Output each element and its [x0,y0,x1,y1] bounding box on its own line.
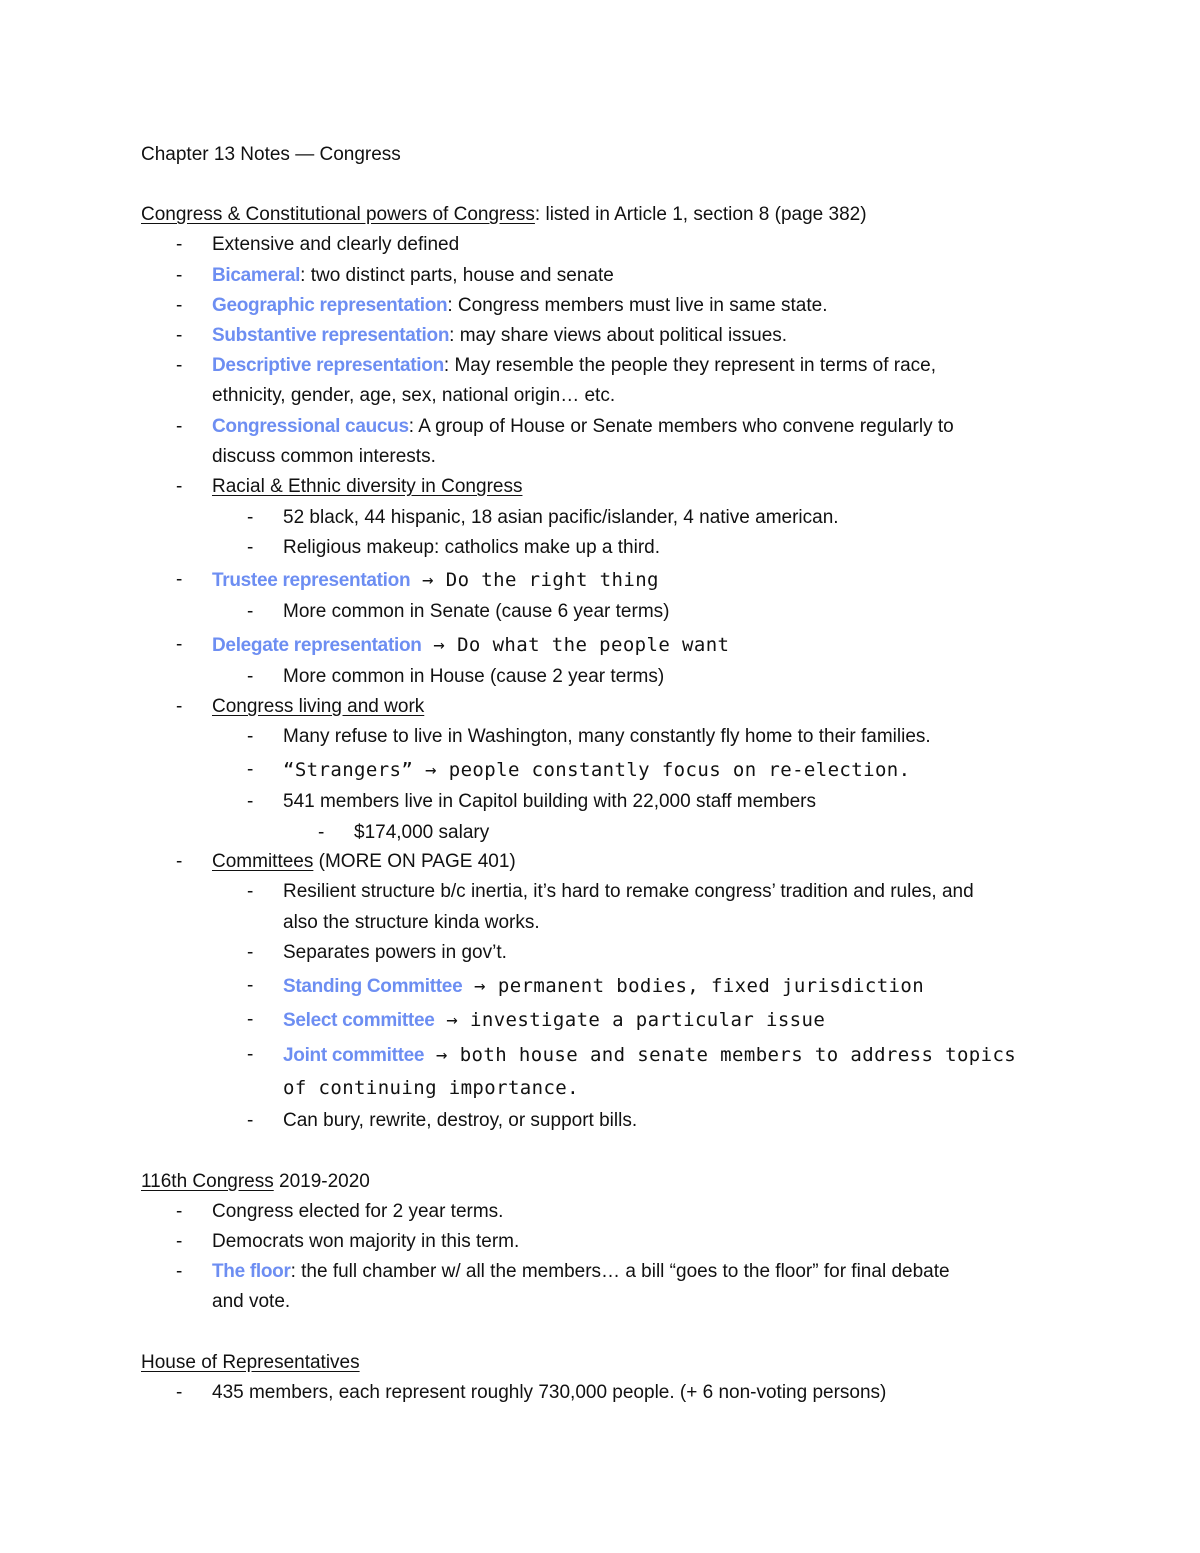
note-delegate [212,631,729,660]
bullet-dash: - [176,355,183,376]
definition-text: → investigate a particular issue [434,1009,826,1031]
section-heading-congress-powers [141,201,867,229]
note-caucus-cont: discuss common interests. [212,446,436,467]
note-bicameral [212,262,614,290]
note-house-1: 435 members, each represent roughly 730,000 people. (+ 6 non-voting persons) [212,1382,887,1403]
term-descriptive: Descriptive representation [212,355,444,376]
bullet-dash: - [176,696,183,717]
bullet-dash: - [247,942,254,963]
heading-text: Committees [212,851,314,872]
bullet-dash: - [176,265,183,286]
note-floor [212,1258,950,1286]
bullet-dash: - [247,791,254,812]
heading-rest: 2019-2020 [273,1171,370,1192]
note-select [283,1006,825,1035]
bullet-dash: - [176,416,183,437]
note-living-heading: Congress living and work [212,696,425,717]
bullet-dash: - [247,601,254,622]
bullet-dash: - [176,234,183,255]
term-geographic: Geographic representation [212,295,448,316]
definition-text: : A group of House or Senate members who convene regularly to [408,416,954,437]
heading-text: 116th Congress [141,1171,274,1192]
note-committees-1-cont: also the structure kinda works. [283,912,540,933]
definition-text: → Do the right thing [410,569,659,591]
bullet-dash: - [247,759,254,780]
term-joint: Joint committee [283,1045,425,1066]
bullet-dash: - [176,1382,183,1403]
note-joint-cont: of continuing importance. [283,1077,579,1099]
note-joint [283,1041,1016,1070]
definition-text: → Do what the people want [421,634,730,656]
bullet-dash: - [247,1110,254,1131]
note-delegate-sub: More common in House (cause 2 year terms) [283,666,665,687]
note-living-2: “Strangers” → people constantly focus on re-election. [283,759,911,781]
note-committees-2: Separates powers in gov’t. [283,942,507,963]
term-substantive: Substantive representation [212,325,450,346]
term-standing: Standing Committee [283,976,463,997]
bullet-dash: - [176,634,183,655]
note-116-1: Congress elected for 2 year terms. [212,1201,504,1222]
bullet-dash: - [247,537,254,558]
note-caucus [212,413,954,441]
note-salary: $174,000 salary [354,822,490,843]
bullet-dash: - [247,1009,254,1030]
page-title: Chapter 13 Notes — Congress [141,144,401,165]
term-caucus: Congressional caucus [212,416,409,437]
definition-text: → permanent bodies, fixed jurisdiction [462,975,925,997]
note-committees-6: Can bury, rewrite, destroy, or support bills. [283,1110,638,1131]
definition-text: : two distinct parts, house and senate [300,265,614,286]
term-delegate: Delegate representation [212,635,422,656]
definition-text: : may share views about political issues. [449,325,788,346]
bullet-dash: - [247,1044,254,1065]
bullet-dash: - [318,822,325,843]
note-diversity-heading: Racial & Ethnic diversity in Congress [212,476,523,497]
heading-rest: (MORE ON PAGE 401) [313,851,516,872]
note-geographic [212,292,827,320]
bullet-dash: - [176,476,183,497]
note-extensive: Extensive and clearly defined [212,234,460,255]
note-living-3: 541 members live in Capitol building with 22,000 staff members [283,791,816,812]
bullet-dash: - [247,507,254,528]
bullet-dash: - [247,881,254,902]
bullet-dash: - [176,1201,183,1222]
term-floor: The floor [212,1261,291,1282]
note-descriptive-cont: ethnicity, gender, age, sex, national origin… etc. [212,385,616,406]
bullet-dash: - [247,666,254,687]
bullet-dash: - [176,325,183,346]
bullet-dash: - [176,1261,183,1282]
note-substantive [212,322,787,350]
definition-text: : Congress members must live in same state. [447,295,828,316]
term-trustee: Trustee representation [212,570,411,591]
definition-text: : May resemble the people they represent in terms of race, [443,355,937,376]
bullet-dash: - [176,851,183,872]
note-116-2: Democrats won majority in this term. [212,1231,520,1252]
bullet-dash: - [247,975,254,996]
bullet-dash: - [176,569,183,590]
note-floor-cont: and vote. [212,1291,291,1312]
note-committees-1: Resilient structure b/c inertia, it’s hard to remake congress’ tradition and rules, and [283,881,974,902]
note-living-1: Many refuse to live in Washington, many constantly fly home to their families. [283,726,931,747]
section-heading-116th-congress [141,1168,370,1196]
heading-text: Congress & Constitutional powers of Congress [141,204,535,225]
definition-text: : the full chamber w/ all the members… a bill “goes to the floor” for final debate [290,1261,950,1282]
note-religious: Religious makeup: catholics make up a third. [283,537,661,558]
note-descriptive [212,352,936,380]
note-committees-heading [212,848,516,876]
note-trustee-sub: More common in Senate (cause 6 year terms) [283,601,670,622]
term-select: Select committee [283,1010,435,1031]
note-standing [283,972,924,1001]
bullet-dash: - [176,295,183,316]
bullet-dash: - [176,1231,183,1252]
definition-text: → both house and senate members to address topics [424,1044,1017,1066]
section-heading-house: House of Representatives [141,1352,360,1373]
note-diversity-counts: 52 black, 44 hispanic, 18 asian pacific/islander, 4 native american. [283,507,839,528]
term-bicameral: Bicameral [212,265,301,286]
heading-rest: : listed in Article 1, section 8 (page 382) [534,204,867,225]
bullet-dash: - [247,726,254,747]
note-trustee [212,566,659,595]
